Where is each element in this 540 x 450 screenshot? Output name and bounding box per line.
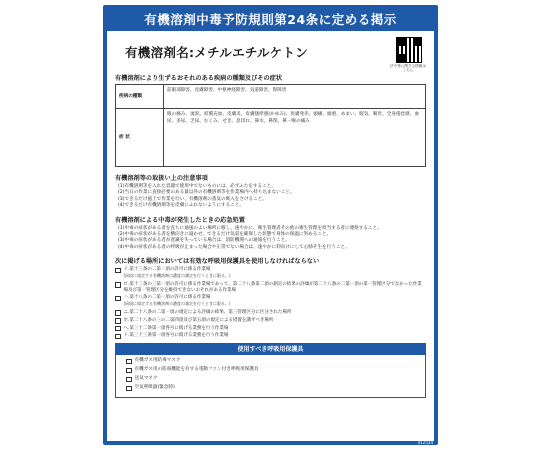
equipment-box [115,343,426,398]
places-list [115,267,426,339]
place-note: (同項に規定する有機溶剤の濃度の測定を行うときに限る。) [123,273,231,279]
checkbox[interactable] [126,368,132,374]
list-item [115,295,426,308]
disease-type-value: 前眼部障害、皮膚障害、中枢神経障害、気道障害、腎障害 [164,85,426,109]
list-item: (3)できるだけ風上で作業を行い、有機溶剤の蒸気の吸入をさけること。 [118,196,267,202]
place-text: イ.第十三条の二第一項の許可に係る作業場 [123,267,211,273]
place-text: ニ.第二十八条の二第一項の規定による評価の結果、第三管理区分に区分された場所 [123,310,292,316]
checkbox[interactable] [115,282,121,288]
checkbox[interactable] [115,310,121,316]
list-item: (2)当日の作業に直接必要のある量以外の有機溶剤等を作業場内へ持ち込まないこと。 [118,190,295,196]
emergency-heading: 有機溶剤による中毒が発生したときの応急処置 [115,216,245,224]
disease-type-label: 疾病の種類 [116,85,164,109]
symptoms-label: 症 状 [116,109,164,167]
emergency-list [115,226,426,252]
equipment-list [116,355,425,397]
checkbox[interactable] [126,359,132,365]
list-item [126,367,425,373]
list-item: (1)有機溶剤等を入れた容器で使用中でないものには、必ずふたをすること。 [118,184,276,189]
equipment-label: 有機ガス用の防毒機能を有する電動ファン付き呼吸用保護具 [134,367,259,373]
place-text: ト.第三十三条第一項各号に掲げる業務を行う作業場 [123,333,229,339]
list-item [126,358,425,364]
diseases-table [115,84,426,167]
table-row [116,109,426,167]
list-item [126,376,425,382]
list-item: (2)中毒の症状がある者を横向きに寝かせ、できるだけ気道を確保した状態で身体の保温に努めること。 [118,232,332,238]
place-text: ヘ.第三十二条第一項各号に掲げる業務を行う作業場 [123,325,229,331]
product-code: 412534 [417,440,433,445]
checkbox[interactable] [115,326,121,332]
handling-heading: 有機溶剤等の取扱い上の注意事項 [115,175,208,182]
place-note: (同項に規定する有機溶剤の濃度の測定を行うときに限る。) [123,301,231,307]
qr-caption: 法令等に関する情報はこちら [390,64,426,73]
checkbox[interactable] [126,377,132,383]
list-item: (4)中毒の症状がある者の呼吸が止まった場合や正常でない場合は、速やかに仰向けにして心肺そ生を行うこと。 [118,244,350,250]
list-item: (1)中毒の症状がある者を直ちに通風のよい場所に移し、速やかに、衛生管理者その他の衛生管理を担当する者に連絡すること。 [118,225,382,231]
list-item [115,282,426,294]
checkbox[interactable] [115,318,121,324]
list-item: (4)できるだけ有機溶剤等を皮膚にふれないようにすること。 [118,203,244,209]
list-item [115,310,426,316]
list-item [115,318,426,324]
list-item [126,385,425,391]
checkbox[interactable] [115,296,121,302]
equipment-label: 送気マスク [134,376,158,382]
checkbox[interactable] [115,268,121,274]
equipment-label: 有機ガス用防毒マスク [134,358,181,364]
solvent-name: 有機溶剤名:メチルエチルケトン [125,45,308,60]
diseases-heading: 有機溶剤により生ずるおそれのある疾病の種類及びその症状 [115,75,283,82]
equipment-label: 空気呼吸器(緊急時) [134,385,175,391]
sign-panel [107,31,434,441]
table-row [116,85,426,109]
qr-code-icon [396,37,422,63]
symptoms-value: 眼の痛み、流涙、結膜充血、皮膚炎、皮膚搔痒感(かゆみ)、皮膚発赤、頭痛、頭重、めまい、眠気、嘔吐、全身倦怠感、血尿、多尿、乏尿、むくみ、せき、息切れ、鼻水、鼻閉、鼻・喉の痛み [164,109,426,167]
list-item [115,326,426,332]
list-item [115,267,426,280]
list-item: (3)中毒の症状がある者が意識を失っている場合は、消防機関への通報を行うこと。 [118,238,290,244]
safety-sign [103,5,438,445]
places-heading: 次に掲げる場所においては有効な呼吸用保護具を使用しなければならない [115,258,320,266]
place-text: ロ.第十三条の三第一項の許可に係る作業場であって、第二十八条第二項の測定の結果の評価が第二十八条の二第一項の第一管理区分でなかった作業場及び第一管理区分を維持できないおそれがある作業場 [123,281,422,293]
sign-title: 有機溶剤中毒予防規則第24条に定める掲示 [144,12,397,27]
checkbox[interactable] [126,386,132,392]
place-text: ホ.第二十八条の三の二第四項及び第五項の規定による措置を講ずべき場所 [123,317,274,323]
header-row [115,31,426,73]
handling-list [115,184,426,210]
list-item [115,333,426,339]
checkbox[interactable] [115,334,121,340]
place-text: ハ.第十八条の二第一項の許可に係る作業場 [123,295,211,301]
equipment-heading: 使用すべき呼吸用保護具 [116,344,425,355]
